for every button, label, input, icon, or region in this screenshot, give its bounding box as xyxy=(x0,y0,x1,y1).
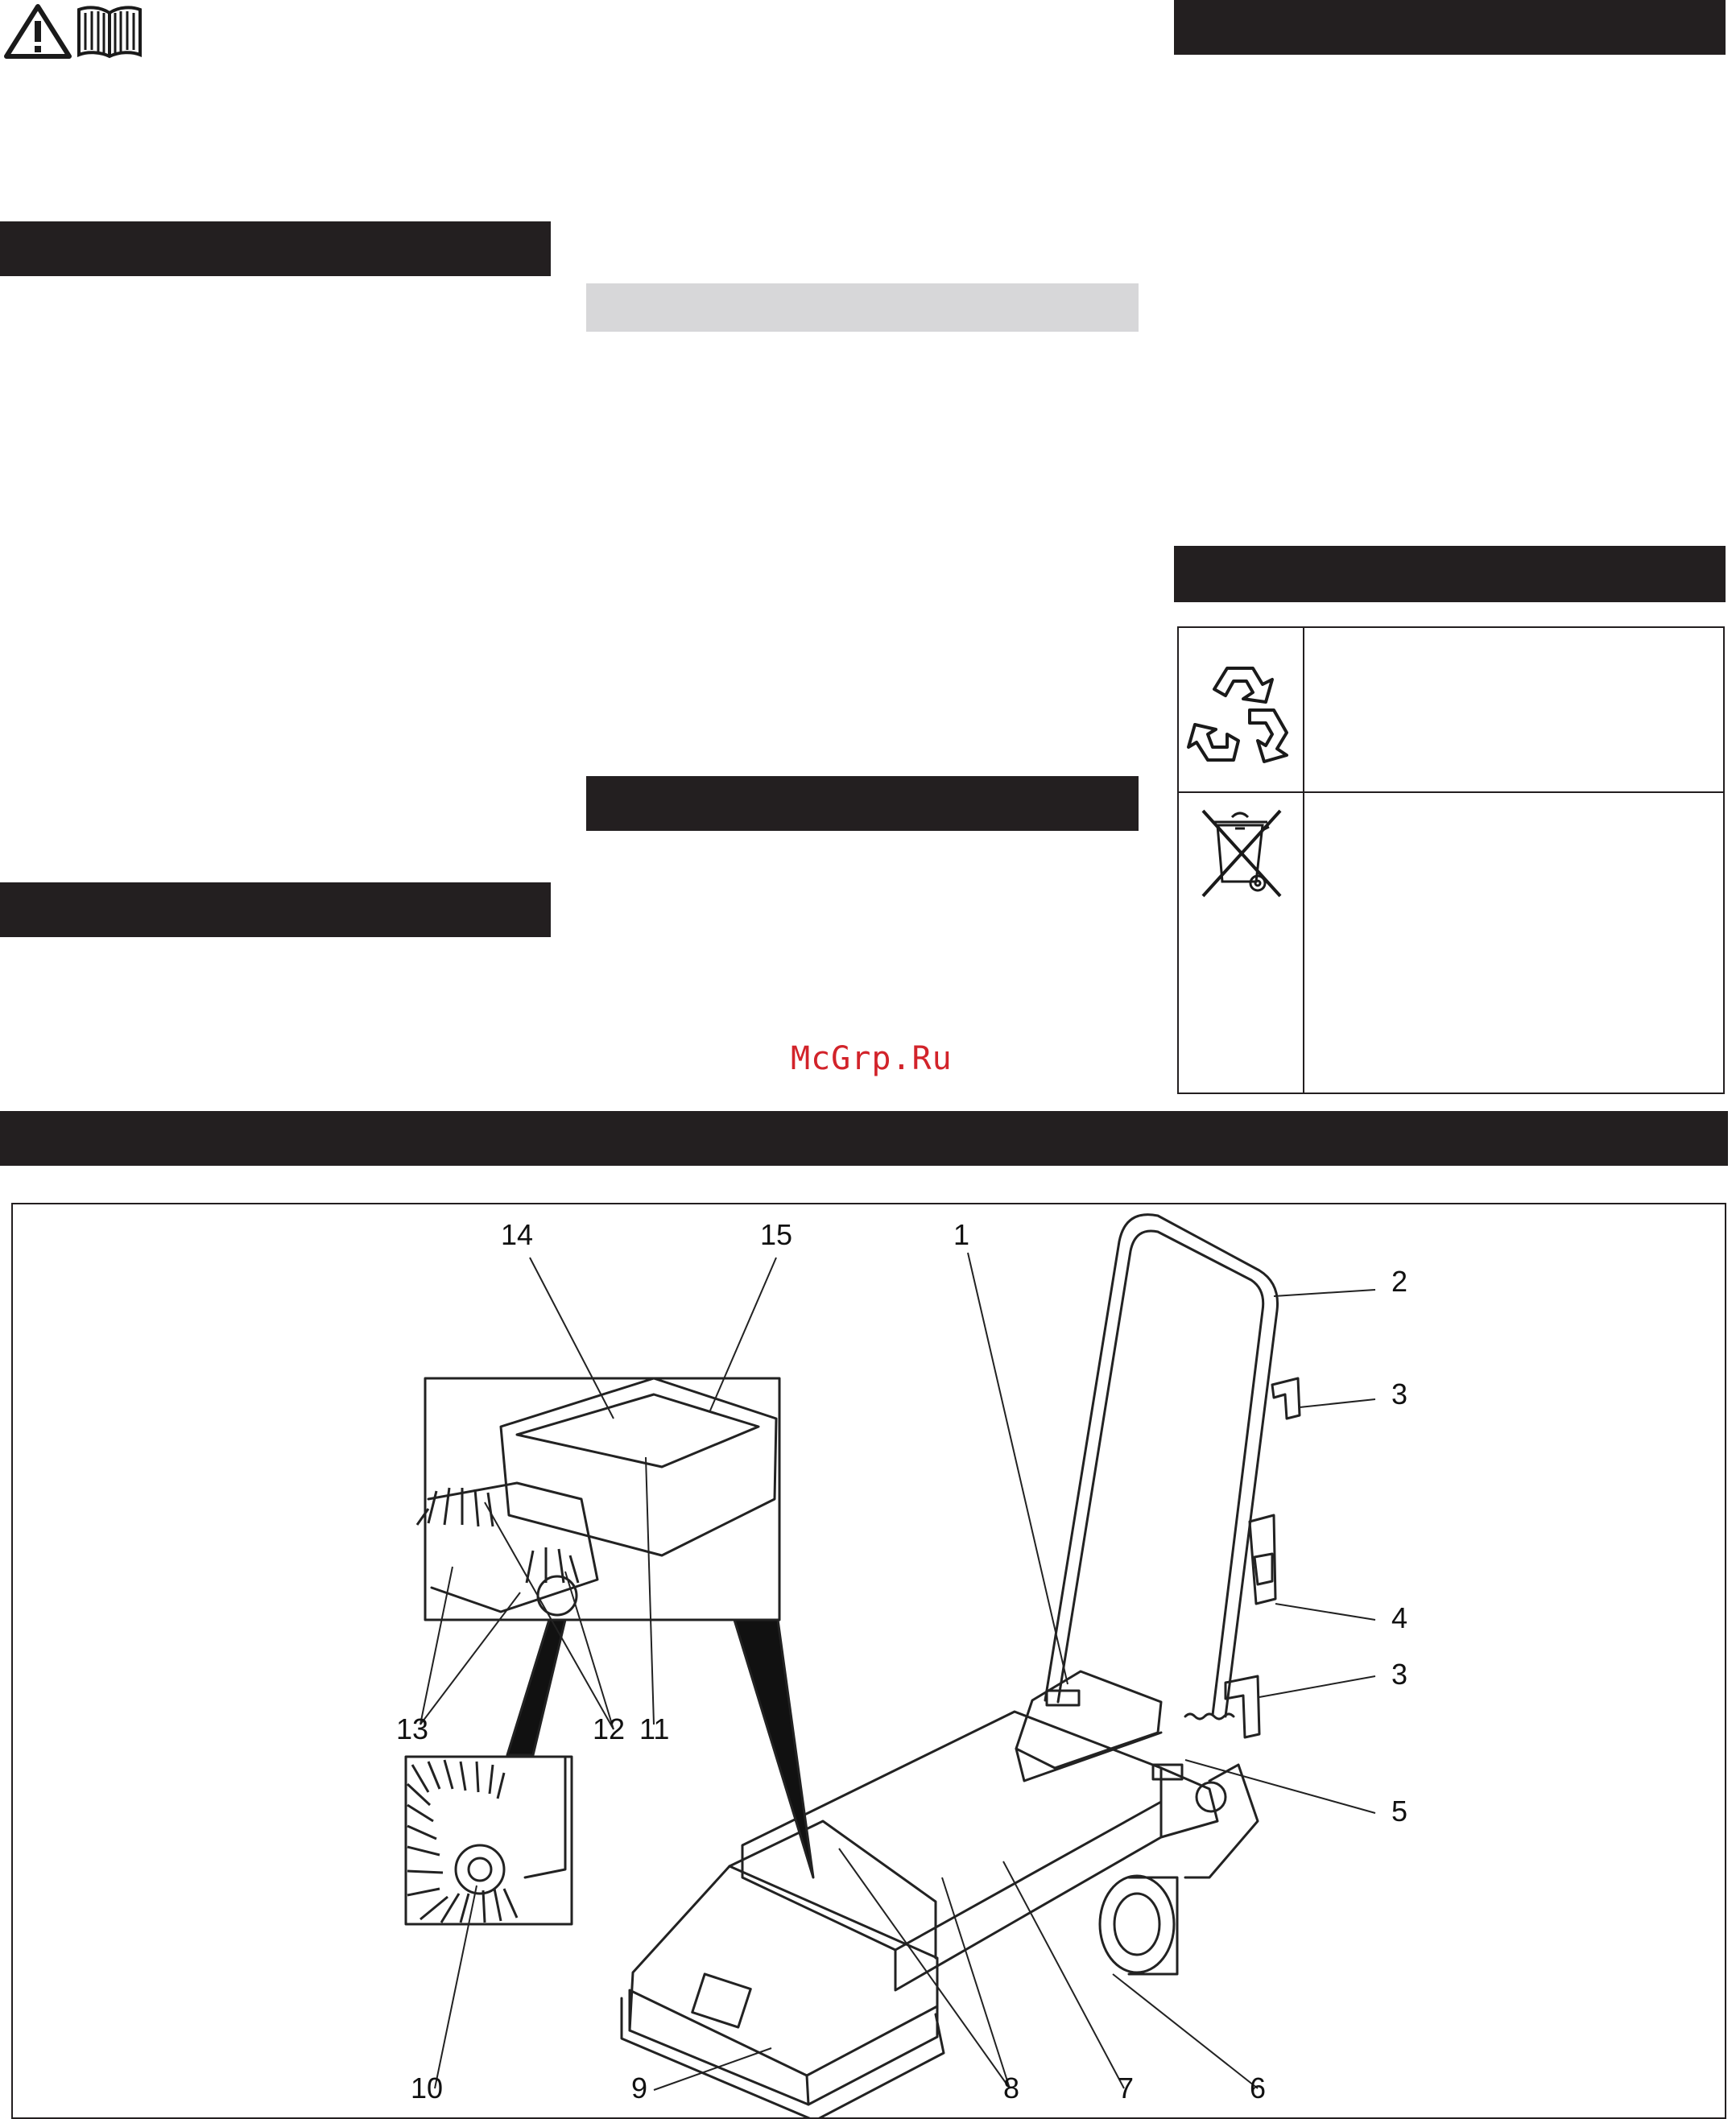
callout-10: 10 xyxy=(411,2071,444,2105)
callout-8: 8 xyxy=(1003,2071,1020,2105)
callout-7: 7 xyxy=(1118,2071,1135,2105)
crossed-out-bin-icon xyxy=(1179,793,1303,906)
callout-3-lower: 3 xyxy=(1391,1658,1408,1691)
weee-symbol-cell xyxy=(1178,792,1304,1093)
warning-triangle-icon xyxy=(3,3,72,60)
table-row xyxy=(1178,792,1724,1093)
section-bar-left-1 xyxy=(0,221,551,276)
disposal-symbols-table xyxy=(1177,626,1725,1094)
callout-12: 12 xyxy=(593,1712,626,1745)
recycling-text-cell xyxy=(1304,627,1724,792)
weee-text-cell xyxy=(1304,792,1724,1093)
open-book-icon xyxy=(76,5,143,60)
callout-2: 2 xyxy=(1391,1265,1408,1298)
callout-9: 9 xyxy=(631,2071,648,2105)
machine-overview-figure xyxy=(11,1203,1726,2119)
recycling-symbol-cell xyxy=(1178,627,1304,792)
callout-5: 5 xyxy=(1391,1795,1408,1828)
section-bar-right-2 xyxy=(1174,546,1726,602)
recycling-icon xyxy=(1179,628,1303,787)
callout-13: 13 xyxy=(396,1712,429,1745)
section-bar-left-2 xyxy=(0,882,551,937)
callout-4: 4 xyxy=(1391,1601,1408,1634)
section-bar-middle xyxy=(586,776,1139,831)
callout-14: 14 xyxy=(501,1218,534,1251)
table-row xyxy=(1178,627,1724,792)
section-bar-full-width xyxy=(0,1111,1728,1166)
sweeper-illustration xyxy=(13,1204,1725,2117)
callout-11: 11 xyxy=(639,1712,670,1745)
callout-3-upper: 3 xyxy=(1391,1378,1408,1411)
callout-1: 1 xyxy=(953,1218,970,1251)
watermark: McGrp.Ru xyxy=(791,1040,953,1077)
section-bar-right-1 xyxy=(1174,0,1726,55)
callout-15: 15 xyxy=(760,1218,793,1251)
callout-6: 6 xyxy=(1250,2071,1267,2105)
subsection-bar-middle xyxy=(586,283,1139,332)
